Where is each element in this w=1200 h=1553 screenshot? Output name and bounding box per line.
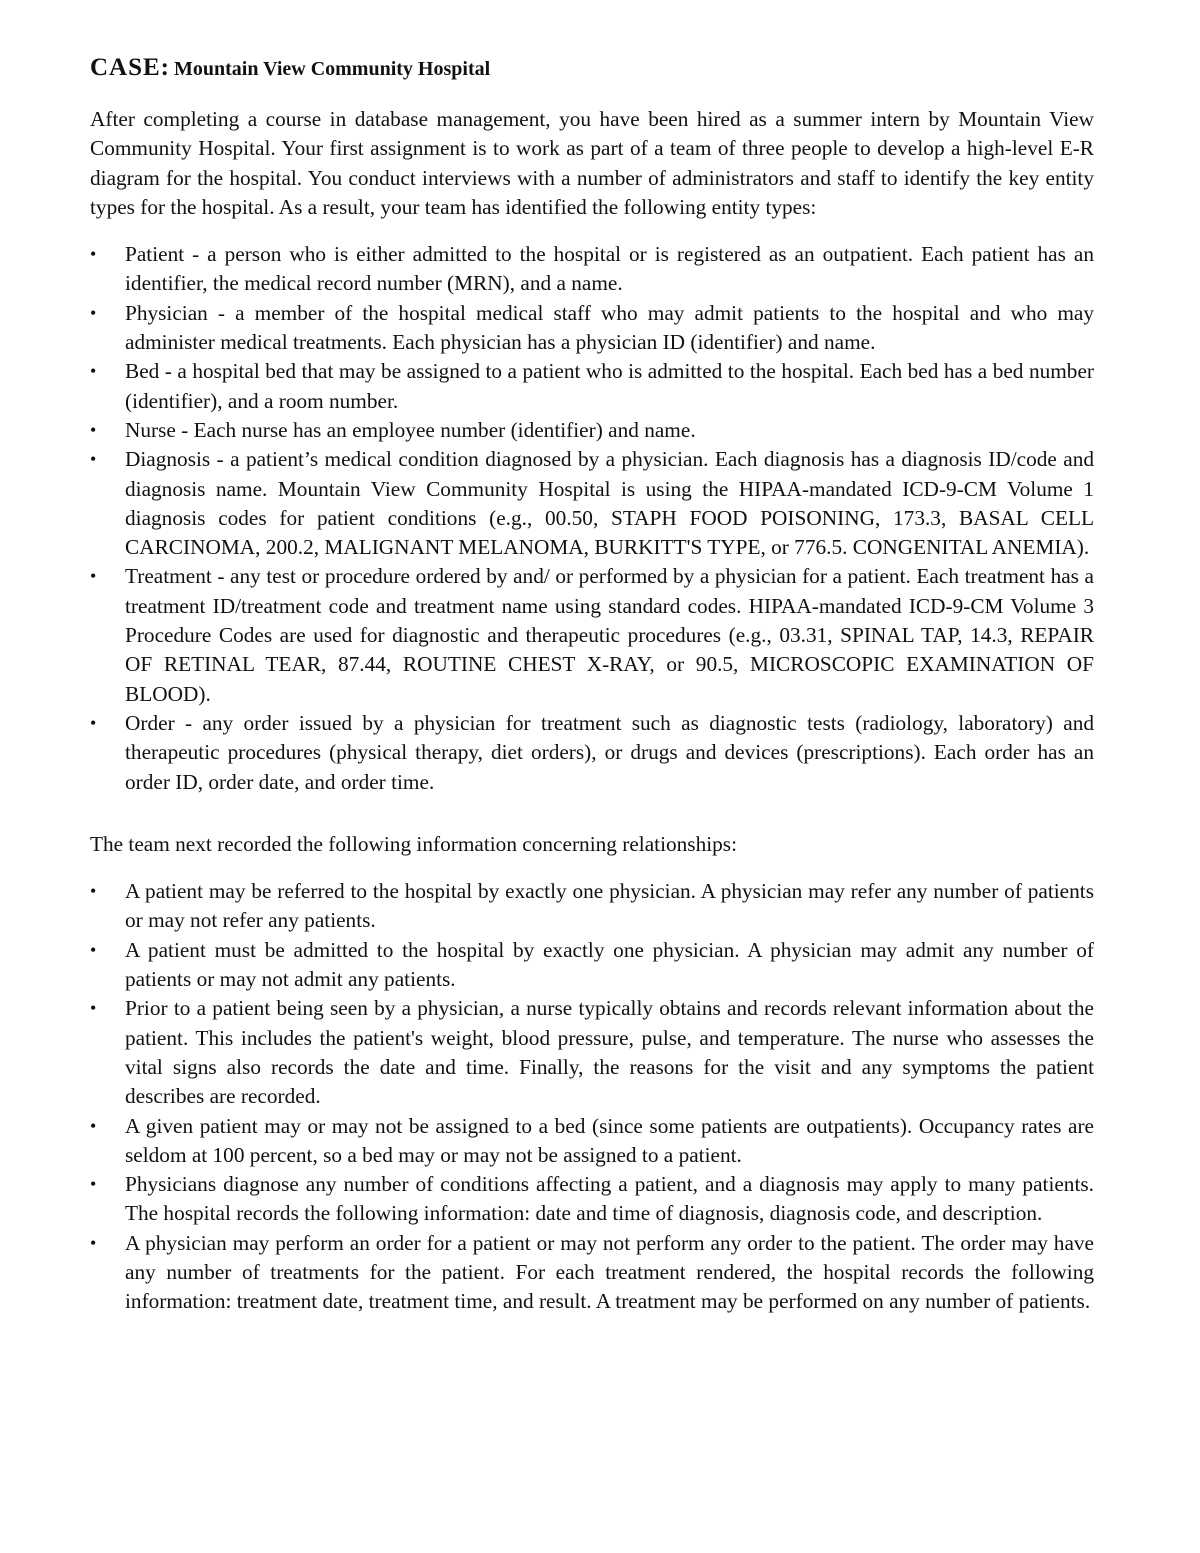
entity-text: Order - any order issued by a physician for treatment such as diagnostic tests (radiology, laboratory) and therapeutic procedures (physical therapy, diet orders), or drugs and devices (prescriptions). Each order has an order ID, order date, and order time. <box>125 710 1094 794</box>
bullet-icon: • <box>90 419 97 440</box>
relationship-text: A patient must be admitted to the hospital by exactly one physician. A physician may admit any number of patients or may not admit any patients. <box>125 937 1094 992</box>
relationships-intro: The team next recorded the following information concerning relationships: <box>90 831 737 856</box>
list-item <box>90 416 1094 445</box>
list-item <box>90 299 1094 358</box>
list-item <box>90 709 1094 797</box>
bullet-icon: • <box>90 939 97 960</box>
entity-text: Nurse - Each nurse has an employee number (identifier) and name. <box>125 417 696 442</box>
list-item <box>90 1112 1094 1171</box>
bullet-icon: • <box>90 361 97 382</box>
intro-paragraph: After completing a course in database management, you have been hired as a summer intern by Mountain View Community Hospital. Your first assignment is to work as part of a team of three people to develop a high-level E-R diagram for the hospital. You conduct interviews with a number of administrators and staff to identify the key entity types for the hospital. As a result, your team has identified the following entity types: <box>90 107 1094 219</box>
relationship-text: A patient may be referred to the hospital by exactly one physician. A physician may refer any number of patients or may not refer any patients. <box>125 879 1094 933</box>
section-spacer <box>90 797 1094 830</box>
list-item <box>90 994 1094 1111</box>
bullet-icon: • <box>90 566 97 587</box>
document-page <box>90 52 1094 1317</box>
list-item <box>90 240 1094 299</box>
entity-text: Physician - a member of the hospital medical staff who may admit patients to the hospital and who may administer medical treatments. Each physician has a physician ID (identifier) and name. <box>125 300 1094 355</box>
bullet-icon: • <box>90 712 97 733</box>
bullet-icon: • <box>90 1174 97 1195</box>
entity-text: Treatment - any test or procedure ordered by and/ or performed by a physician for a patient. Each treatment has a treatment ID/treatment code and treatment name using standard codes. HIPAA-mandated ICD-9-CM Volume 3 Procedure Codes are used for diagnostic and therapeutic procedures (e.g., 03.31, SPINAL TAP, 14.3, REPAIR OF RETINAL TEAR, 87.44, ROUTINE CHEST X-RAY, or 90.5, MICROSCOPIC EXAMINATION OF BLOOD). <box>125 564 1094 706</box>
bullet-icon: • <box>90 998 97 1019</box>
bullet-icon: • <box>90 302 97 323</box>
bullet-icon: • <box>90 1232 97 1253</box>
list-item <box>90 877 1094 936</box>
case-label: CASE: <box>90 54 171 81</box>
entity-text: Patient - a person who is either admitted to the hospital or is registered as an outpatient. Each patient has an identifier, the medical record number (MRN), and a name. <box>125 242 1094 296</box>
list-item <box>90 357 1094 416</box>
case-heading <box>90 52 1094 87</box>
list-item <box>90 936 1094 995</box>
list-item <box>90 1170 1094 1229</box>
entity-list <box>90 240 1094 797</box>
entity-text: Diagnosis - a patient’s medical condition diagnosed by a physician. Each diagnosis has a diagnosis ID/code and diagnosis name. Mountain View Community Hospital is using the HIPAA-mandated ICD-9-CM Volume 1 diagnosis codes for patient conditions (e.g., 00.50, STAPH FOOD POISONING, 173.3, BASAL CELL CARCINOMA, 200.2, MALIGNANT MELANOMA, BURKITT'S TYPE, or 776.5. CONGENITAL ANEMIA). <box>125 447 1094 560</box>
relationship-list <box>90 877 1094 1316</box>
bullet-icon: • <box>90 1115 97 1136</box>
entity-text: Bed - a hospital bed that may be assigned to a patient who is admitted to the hospital. Each bed has a bed number (identifier), and a room number. <box>125 359 1094 413</box>
bullet-icon: • <box>90 244 97 265</box>
list-item <box>90 562 1094 708</box>
case-name: Mountain View Community Hospital <box>174 58 491 80</box>
list-item <box>90 445 1094 562</box>
relationship-text: A physician may perform an order for a patient or may not perform any order to the patient. The order may have any number of treatments for the patient. For each treatment rendered, the hospital records the following information: treatment date, treatment time, and result. A treatment may be performed on any number of patients. <box>125 1230 1094 1314</box>
relationship-text: Physicians diagnose any number of conditions affecting a patient, and a diagnosis may apply to many patients. The hospital records the following information: date and time of diagnosis, diagnosis code, and description. <box>125 1172 1094 1226</box>
list-item <box>90 1229 1094 1317</box>
bullet-icon: • <box>90 449 97 470</box>
bullet-icon: • <box>90 881 97 902</box>
relationship-text: Prior to a patient being seen by a physician, a nurse typically obtains and records relevant information about the patient. This includes the patient's weight, blood pressure, pulse, and temperature. The nurse who assesses the vital signs also records the date and time. Finally, the reasons for the visit and any symptoms the patient describes are recorded. <box>125 996 1094 1109</box>
relationship-text: A given patient may or may not be assigned to a bed (since some patients are outpatients). Occupancy rates are seldom at 100 percent, so a bed may or may not be assigned to a patient. <box>125 1113 1094 1167</box>
